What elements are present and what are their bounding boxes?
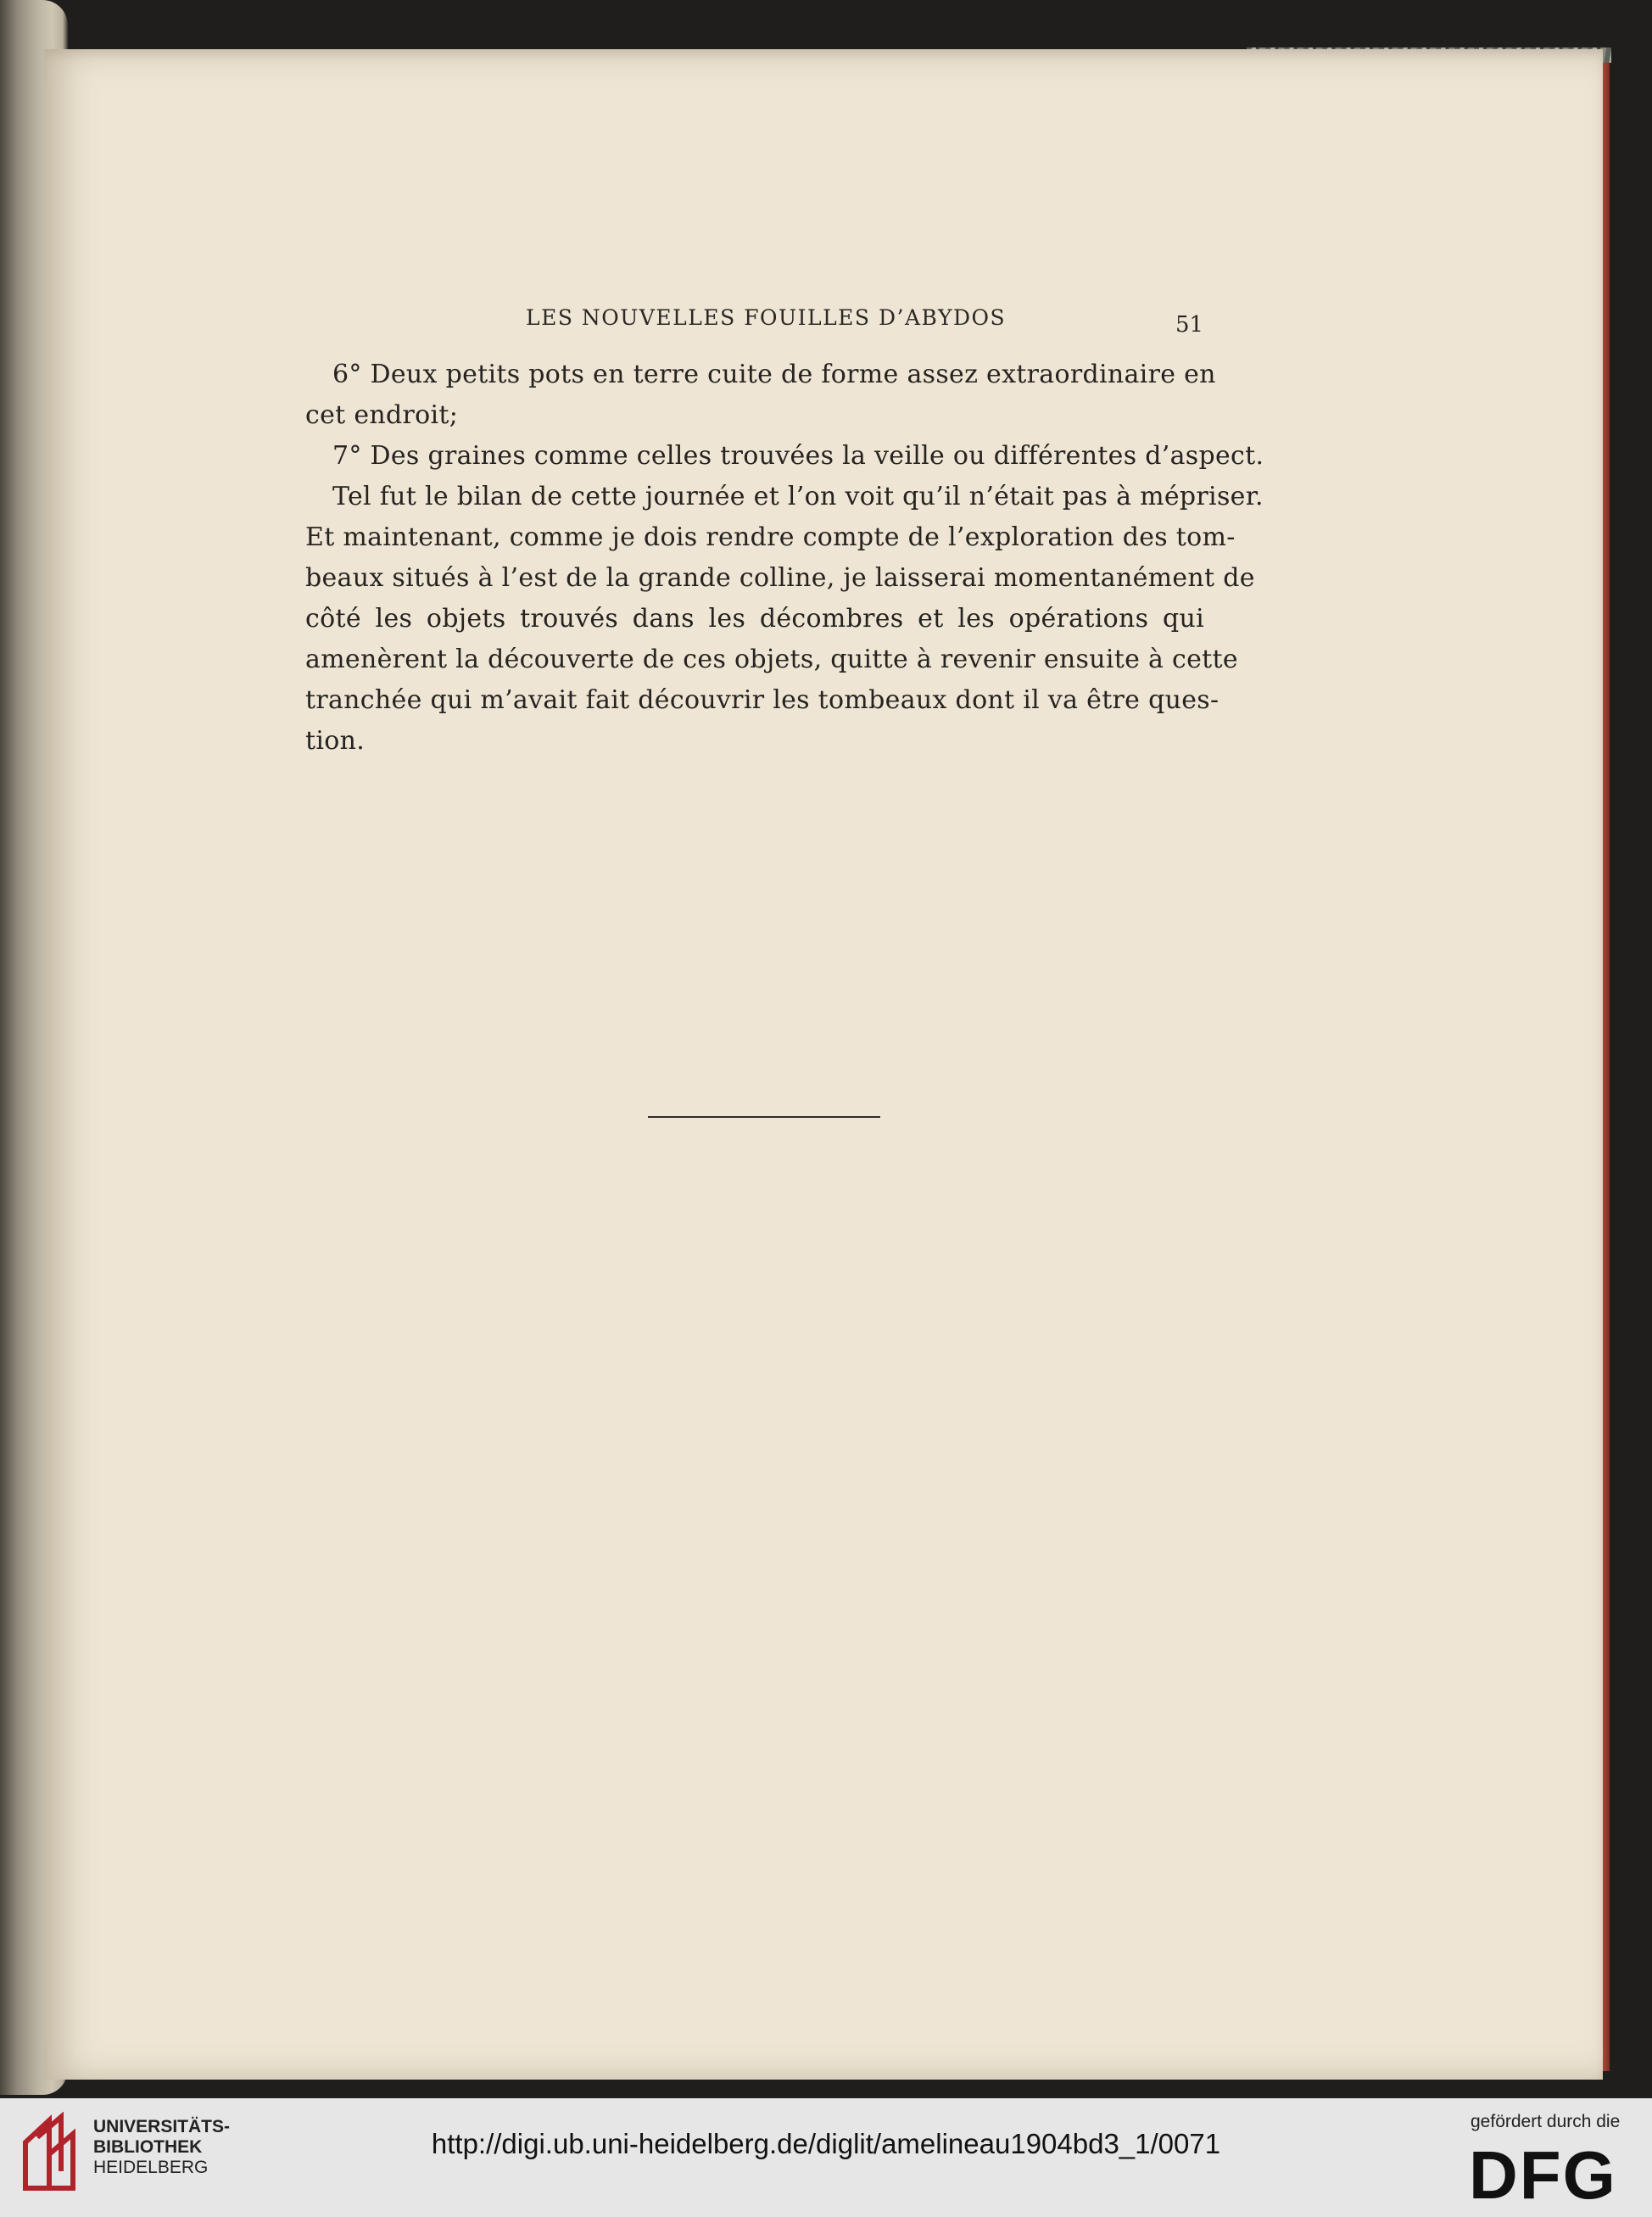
page-number: 51 xyxy=(1175,312,1204,338)
text-line: Et maintenant, comme je dois rendre compte de l’exploration des tom- xyxy=(305,522,1236,552)
text-line: tranchée qui m’avait fait découvrir les tombeaux dont il va être ques- xyxy=(305,685,1219,715)
running-head: LES NOUVELLES FOUILLES D’ABYDOS xyxy=(526,305,1007,330)
library-name-line2: BIBLIOTHEK xyxy=(93,2137,203,2157)
body-text xyxy=(305,355,1264,762)
text-line: beaux situés à l’est de la grande colline, je laisserai momentanément de xyxy=(305,563,1255,593)
funding-caption: gefördert durch die xyxy=(1471,2112,1621,2131)
text-line: 7° Des graines comme celles trouvées la veille ou différentes d’aspect. xyxy=(332,441,1264,471)
library-name-line1: UNIVERSITÄTS- xyxy=(93,2117,231,2136)
text-line: côté les objets trouvés dans les décombres et les opérations qui xyxy=(305,604,1204,634)
section-divider-rule xyxy=(648,1116,880,1118)
page-red-edge xyxy=(1603,63,1610,2071)
text-line: 6° Deux petits pots en terre cuite de forme assez extraordinaire en xyxy=(332,360,1216,389)
text-line: amenèrent la découverte de ces objets, quitte à revenir ensuite à cette xyxy=(305,645,1238,674)
dfg-logo: DFG xyxy=(1469,2137,1617,2213)
text-line: Tel fut le bilan de cette journée et l’on voit qu’il n’était pas à mépriser. xyxy=(332,482,1264,511)
text-line: tion. xyxy=(305,726,366,756)
text-line: cet endroit; xyxy=(305,400,459,430)
library-name-line3: HEIDELBERG xyxy=(93,2158,209,2177)
permalink-url[interactable]: http://digi.ub.uni-heidelberg.de/diglit/amelineau1904bd3_1/0071 xyxy=(431,2128,1221,2159)
